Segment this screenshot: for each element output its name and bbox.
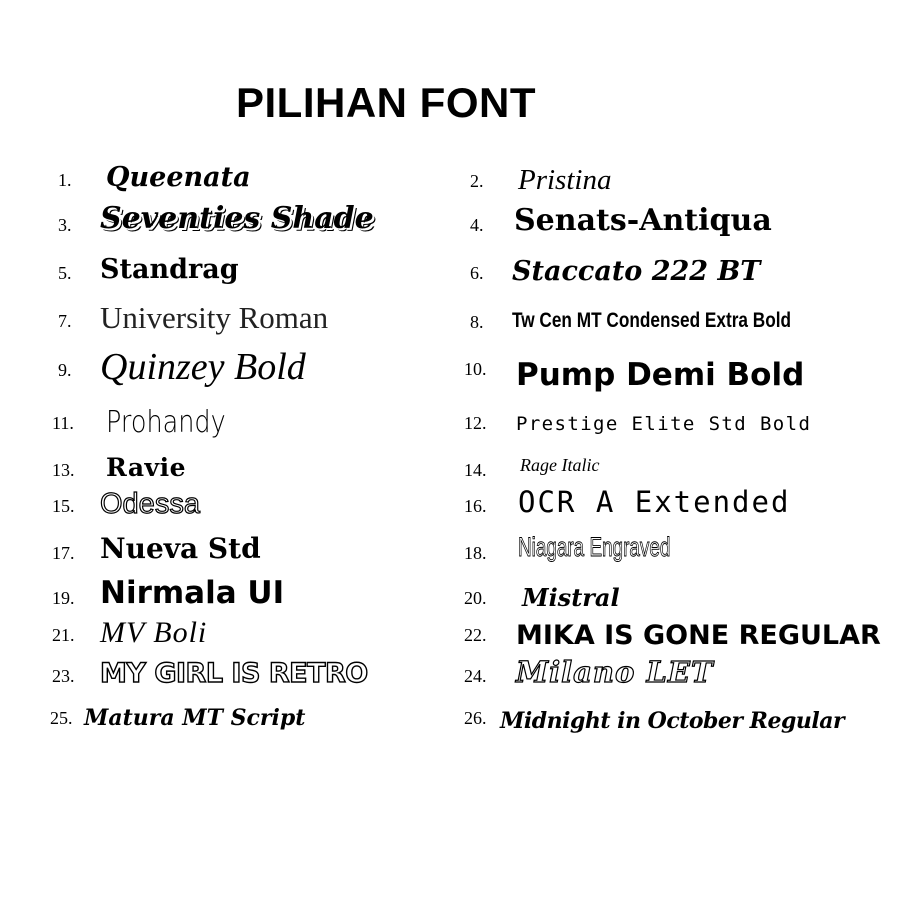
font-sample-rage-italic: Rage Italic: [520, 455, 600, 475]
font-sample-mistral: Mistral: [522, 583, 620, 612]
font-sample-mv-boli: MV Boli: [100, 616, 208, 649]
font-number: 18.: [464, 543, 487, 563]
font-sample-standrag: Standrag: [100, 254, 239, 285]
font-number: 6.: [470, 263, 484, 283]
font-number: 24.: [464, 666, 487, 686]
font-number: 2.: [470, 171, 484, 191]
font-sample-prestige-elite-std-bold: Prestige Elite Std Bold: [516, 413, 812, 435]
font-number: 22.: [464, 625, 487, 645]
font-number: 11.: [52, 413, 74, 433]
font-number: 13.: [52, 460, 75, 480]
font-sample-odessa: Odessa: [100, 488, 200, 520]
font-sample-seventies-shade: Seventies Shade: [100, 201, 374, 236]
font-sample-niagara-engraved: Niagara Engraved: [518, 532, 671, 562]
font-number: 25.: [50, 708, 73, 728]
font-sample-midnight-in-october: Midnight in October Regular: [500, 708, 845, 734]
font-number: 16.: [464, 496, 487, 516]
font-sample-quinzey-bold: Quinzey Bold: [100, 346, 306, 388]
font-number: 9.: [58, 360, 72, 380]
font-number: 20.: [464, 588, 487, 608]
font-sample-pristina: Pristina: [518, 164, 612, 196]
font-sample-queenata: Queenata: [106, 162, 251, 193]
font-number: 10.: [464, 359, 487, 379]
font-sample-my-girl-is-retro: MY GIRL IS RETRO: [100, 658, 368, 689]
font-sample-senats-antiqua: Senats-Antiqua: [514, 203, 772, 238]
font-number: 4.: [470, 215, 484, 235]
font-sample-matura-mt-script: Matura MT Script: [84, 705, 306, 731]
font-number: 21.: [52, 625, 75, 645]
font-sample-staccato-222-bt: Staccato 222 BT: [512, 256, 761, 287]
font-number: 15.: [52, 496, 75, 516]
font-sample-ocr-a-extended: OCR A Extended: [518, 485, 791, 519]
font-sample-pump-demi-bold: Pump Demi Bold: [516, 357, 805, 393]
font-number: 19.: [52, 588, 75, 608]
font-number: 3.: [58, 215, 72, 235]
font-number: 17.: [52, 543, 75, 563]
font-number: 7.: [58, 311, 72, 331]
font-number: 1.: [58, 170, 72, 190]
font-number: 23.: [52, 666, 75, 686]
font-sample-mika-is-gone: MIKA IS GONE REGULAR: [516, 620, 881, 651]
font-number: 14.: [464, 460, 487, 480]
page-title: PILIHAN FONT: [236, 79, 536, 126]
font-sample-milano-let: Milano LET: [516, 655, 714, 689]
font-sample-prohandy: Prohandy: [106, 405, 226, 440]
font-sample-tw-cen-mt-condensed: Tw Cen MT Condensed Extra Bold: [512, 309, 792, 332]
font-sample-nueva-std: Nueva Std: [100, 532, 261, 565]
font-number: 5.: [58, 263, 72, 283]
font-number: 8.: [470, 312, 484, 332]
font-number: 12.: [464, 413, 487, 433]
font-sample-ravie: Ravie: [106, 453, 186, 482]
font-number: 26.: [464, 708, 487, 728]
font-sample-nirmala-ui: Nirmala UI: [100, 575, 285, 611]
font-sample-university-roman: University Roman: [100, 300, 329, 335]
